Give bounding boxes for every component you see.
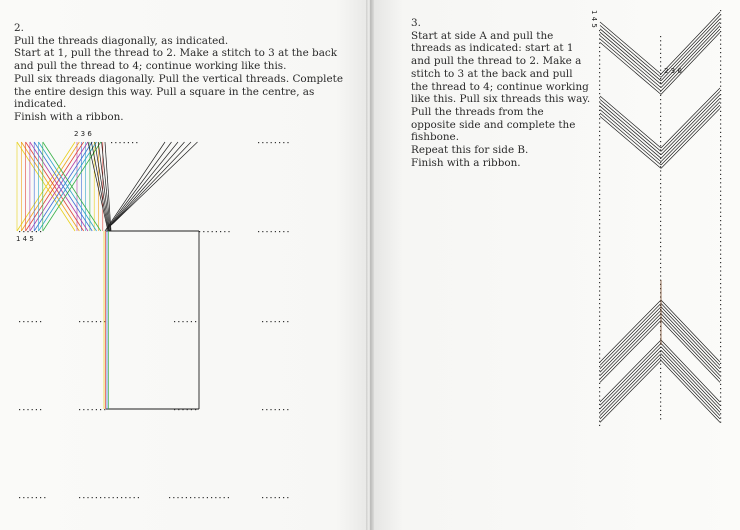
stitch-hole [660, 372, 661, 373]
fishbone-thread [661, 108, 720, 168]
stitch-hole [599, 232, 600, 233]
stitch-hole [599, 261, 600, 262]
stitch-hole [599, 122, 600, 123]
stitch-hole [599, 383, 600, 384]
stitch-hole [720, 396, 721, 397]
stitch-hole [599, 127, 600, 128]
stitch-hole [720, 291, 721, 292]
left-label-top: 2 3 6 [74, 130, 92, 138]
stitch-hole [599, 194, 600, 195]
stitch-hole [720, 245, 721, 246]
stitch-hole [720, 14, 721, 15]
stitch-hole [660, 364, 661, 365]
stitch-hole [720, 170, 721, 171]
fishbone-thread [600, 36, 661, 88]
stitch-hole [720, 136, 721, 137]
fishbone-thread [600, 320, 661, 382]
stitch-hole [720, 254, 721, 255]
stitch-hole [660, 44, 661, 45]
stitch-hole [599, 72, 600, 73]
stitch-hole [720, 304, 721, 305]
stitch-hole [660, 141, 661, 142]
stitch-hole [660, 275, 661, 276]
stitch-hole [599, 160, 600, 161]
stitch-hole [720, 283, 721, 284]
stitch-hole [599, 240, 600, 241]
stitch-hole [599, 295, 600, 296]
stitch-hole [720, 149, 721, 150]
fishbone-thread [600, 32, 661, 84]
fishbone-thread [600, 99, 661, 151]
stitch-hole [720, 363, 721, 364]
stitch-hole [599, 345, 600, 346]
fishbone-thread [661, 29, 720, 91]
stitch-hole [720, 182, 721, 183]
fishbone-thread [661, 32, 720, 94]
stitch-hole [720, 287, 721, 288]
stitch-hole [599, 219, 600, 220]
stitch-hole [599, 421, 600, 422]
stitch-hole [599, 164, 600, 165]
stitch-hole [599, 118, 600, 119]
stitch-hole [599, 303, 600, 304]
stitch-hole [720, 107, 721, 108]
fishbone-thread [661, 88, 720, 148]
stitch-hole [599, 156, 600, 157]
stitch-hole [660, 107, 661, 108]
stitch-hole [599, 290, 600, 291]
stitch-hole [720, 237, 721, 238]
stitch-hole [660, 162, 661, 163]
stitch-hole [720, 123, 721, 124]
stitch-hole [599, 93, 600, 94]
stitch-hole [599, 143, 600, 144]
stitch-hole [599, 173, 600, 174]
left-instruction-1: Pull the threads diagonally, as indicated. [14, 34, 229, 47]
stitch-hole [720, 346, 721, 347]
stitch-hole [660, 389, 661, 390]
stitch-hole [599, 278, 600, 279]
fishbone-thread [661, 12, 720, 74]
stitch-hole [599, 416, 600, 417]
stitch-hole [720, 115, 721, 116]
stitch-hole [660, 246, 661, 247]
stitch-hole [599, 366, 600, 367]
stitch-hole [720, 312, 721, 313]
stitch-hole [599, 353, 600, 354]
stitch-hole [720, 413, 721, 414]
stitch-hole [660, 99, 661, 100]
fishbone-thread [600, 106, 661, 158]
stitch-hole [599, 89, 600, 90]
stitch-hole [720, 367, 721, 368]
stitch-hole [599, 324, 600, 325]
stitch-hole [720, 111, 721, 112]
stitch-hole [660, 187, 661, 188]
stitch-hole [720, 10, 721, 11]
stitch-hole [720, 56, 721, 57]
stitch-hole [720, 212, 721, 213]
stitch-hole [720, 275, 721, 276]
stitch-hole [599, 190, 600, 191]
stitch-hole [660, 225, 661, 226]
stitch-hole [599, 328, 600, 329]
stitch-hole [720, 350, 721, 351]
stitch-hole [720, 321, 721, 322]
stitch-hole [660, 65, 661, 66]
stitch-hole [660, 271, 661, 272]
stitch-hole [720, 44, 721, 45]
stitch-hole [599, 135, 600, 136]
stitch-hole [720, 266, 721, 267]
stitch-hole [660, 217, 661, 218]
stitch-hole [660, 401, 661, 402]
stitch-hole [660, 70, 661, 71]
stitch-hole [720, 35, 721, 36]
stitch-hole [660, 40, 661, 41]
stitch-hole [720, 186, 721, 187]
fishbone-thread [600, 25, 661, 77]
stitch-hole [599, 370, 600, 371]
stitch-hole [720, 375, 721, 376]
stitch-hole [660, 124, 661, 125]
stitch-hole [599, 47, 600, 48]
stitch-hole [599, 248, 600, 249]
stitch-hole [599, 227, 600, 228]
stitch-hole [599, 244, 600, 245]
stitch-hole [660, 166, 661, 167]
stitch-hole [599, 34, 600, 35]
stitch-hole [599, 425, 600, 426]
stitch-hole [660, 191, 661, 192]
fishbone-thread [661, 26, 720, 88]
stitch-hole [599, 307, 600, 308]
stitch-hole [660, 263, 661, 264]
right-instruction-2: Repeat this for side B. [411, 144, 529, 157]
left-instruction-2: Start at 1, pull the thread to 2. Make a stitch to 3 at the back and pull the thread to 4; continue working like this. [14, 47, 338, 73]
right-step-number: 3. [411, 17, 421, 29]
stitch-hole [720, 380, 721, 381]
stitch-hole [720, 207, 721, 208]
stitch-hole [660, 103, 661, 104]
stitch-hole [720, 73, 721, 74]
stitch-hole [720, 233, 721, 234]
fishbone-thread [661, 95, 720, 155]
stitch-hole [599, 387, 600, 388]
stitch-hole [720, 165, 721, 166]
stitch-hole [720, 60, 721, 61]
fishbone-thread [600, 110, 661, 162]
stitch-hole [720, 161, 721, 162]
stitch-hole [720, 220, 721, 221]
stitch-hole [660, 368, 661, 369]
stitch-hole [720, 31, 721, 32]
stitch-hole [720, 409, 721, 410]
stitch-hole [660, 61, 661, 62]
left-instruction-4: Finish with a ribbon. [14, 110, 124, 123]
stitch-hole [720, 308, 721, 309]
fishbone-thread [600, 22, 661, 74]
stitch-hole [660, 259, 661, 260]
stitch-hole [599, 64, 600, 65]
stitch-hole [660, 418, 661, 419]
stitch-hole [599, 358, 600, 359]
stitch-hole [720, 262, 721, 263]
stitch-hole [720, 401, 721, 402]
stitch-hole [599, 152, 600, 153]
stitch-hole [599, 55, 600, 56]
stitch-hole [599, 257, 600, 258]
stitch-hole [599, 148, 600, 149]
stitch-hole [720, 249, 721, 250]
fishbone-thread [600, 116, 661, 168]
stitch-hole [720, 270, 721, 271]
stitch-hole [720, 216, 721, 217]
stitch-hole [599, 51, 600, 52]
stitch-hole [599, 332, 600, 333]
right-instruction-3: Finish with a ribbon. [411, 156, 521, 169]
stitch-hole [660, 376, 661, 377]
stitch-hole [720, 392, 721, 393]
stitch-hole [599, 131, 600, 132]
stitch-hole [599, 274, 600, 275]
stitch-hole [660, 393, 661, 394]
stitch-hole [599, 85, 600, 86]
stitch-hole [720, 52, 721, 53]
stitch-hole [720, 174, 721, 175]
stitch-hole [660, 175, 661, 176]
right-label-side: 1 4 5 [590, 10, 598, 28]
stitch-hole [720, 405, 721, 406]
stitch-hole [660, 112, 661, 113]
stitch-hole [599, 76, 600, 77]
fishbone-thread [661, 340, 720, 402]
stitch-hole [720, 69, 721, 70]
stitch-hole [599, 30, 600, 31]
stitch-hole [599, 101, 600, 102]
stitch-hole [599, 253, 600, 254]
stitch-hole [599, 185, 600, 186]
stitch-hole [660, 410, 661, 411]
stitch-hole [720, 228, 721, 229]
stitch-hole [660, 179, 661, 180]
fishbone-thread [600, 340, 661, 402]
stitch-hole [720, 27, 721, 28]
stitch-hole [599, 337, 600, 338]
stitch-hole [720, 48, 721, 49]
stitch-hole [720, 338, 721, 339]
stitch-hole [660, 145, 661, 146]
stitch-hole [660, 238, 661, 239]
stitch-hole [599, 286, 600, 287]
fishbone-thread [600, 113, 661, 165]
stitch-hole [720, 333, 721, 334]
stitch-hole [720, 128, 721, 129]
stitch-hole [720, 157, 721, 158]
right-label-center: 2 3 6 [664, 67, 682, 75]
stitch-hole [599, 177, 600, 178]
stitch-hole [720, 224, 721, 225]
stitch-hole [660, 397, 661, 398]
stitch-hole [660, 385, 661, 386]
stitch-hole [720, 258, 721, 259]
stitch-hole [720, 132, 721, 133]
stitch-hole [720, 279, 721, 280]
stitch-hole [599, 80, 600, 81]
stitch-hole [660, 254, 661, 255]
left-step-number: 2. [14, 22, 24, 34]
stitch-hole [599, 311, 600, 312]
stitch-hole [660, 95, 661, 96]
stitch-hole [720, 178, 721, 179]
stitch-hole [660, 57, 661, 58]
stitch-hole [720, 153, 721, 154]
stitch-hole [720, 77, 721, 78]
stitch-hole [720, 65, 721, 66]
stitch-hole [660, 208, 661, 209]
stitch-hole [599, 97, 600, 98]
stitch-hole [599, 320, 600, 321]
stitch-hole [599, 215, 600, 216]
stitch-hole [720, 241, 721, 242]
fishbone-thread [600, 103, 661, 155]
fishbone-thread [600, 39, 661, 91]
stitch-hole [599, 68, 600, 69]
stitch-hole [660, 133, 661, 134]
fishbone-thread [661, 98, 720, 158]
stitch-hole [599, 236, 600, 237]
right-instruction-1: Start at side A and pull the threads as indicated: start at 1 and pull the thread to 2. Make a stitch to 3 at the back and pull the thread to 4; continue working like this. Pull six threads this way. Pull the threads from the opposite side and complete the fishbone. [411, 29, 591, 144]
stitch-hole [599, 206, 600, 207]
stitch-hole [660, 53, 661, 54]
stitch-hole [720, 317, 721, 318]
stitch-hole [660, 120, 661, 121]
stitch-hole [720, 384, 721, 385]
stitch-hole [599, 198, 600, 199]
stitch-hole [660, 233, 661, 234]
stitch-hole [599, 265, 600, 266]
stitch-hole [720, 342, 721, 343]
stitch-hole [720, 371, 721, 372]
stitch-hole [660, 196, 661, 197]
stitch-hole [720, 325, 721, 326]
stitch-hole [599, 391, 600, 392]
stitch-hole [720, 359, 721, 360]
stitch-hole [599, 181, 600, 182]
stitch-hole [660, 137, 661, 138]
stitch-hole [720, 119, 721, 120]
stitch-hole [720, 39, 721, 40]
stitch-hole [720, 144, 721, 145]
stitch-hole [720, 23, 721, 24]
stitch-hole [660, 229, 661, 230]
stitch-hole [599, 282, 600, 283]
fishbone-thread [661, 91, 720, 151]
stitch-hole [660, 170, 661, 171]
stitch-hole [720, 203, 721, 204]
stitch-hole [599, 202, 600, 203]
stitch-hole [720, 102, 721, 103]
stitch-hole [599, 59, 600, 60]
stitch-hole [660, 355, 661, 356]
stitch-hole [660, 116, 661, 117]
stitch-hole [660, 36, 661, 37]
stitch-hole [660, 128, 661, 129]
fishbone-thread [600, 29, 661, 81]
left-instruction-3: Pull six threads diagonally. Pull the vertical threads. Complete the entire design this way. Pull a square in the centre, as indicated. [14, 72, 343, 111]
stitch-hole [720, 354, 721, 355]
stitch-hole [599, 114, 600, 115]
stitch-hole [660, 200, 661, 201]
stitch-hole [660, 250, 661, 251]
stitch-hole [720, 199, 721, 200]
stitch-hole [599, 299, 600, 300]
stitch-hole [660, 212, 661, 213]
stitch-hole [599, 341, 600, 342]
stitch-hole [599, 404, 600, 405]
stitch-hole [660, 380, 661, 381]
stitch-hole [599, 349, 600, 350]
stitch-hole [720, 81, 721, 82]
stitch-hole [720, 388, 721, 389]
stitch-hole [660, 204, 661, 205]
stitch-hole [720, 300, 721, 301]
fishbone-thread [661, 102, 720, 162]
stitch-hole [599, 169, 600, 170]
stitch-hole [599, 139, 600, 140]
stitch-hole [720, 191, 721, 192]
stitch-hole [720, 417, 721, 418]
right-dot-grid [599, 10, 721, 426]
stitch-hole [599, 211, 600, 212]
stitch-hole [660, 406, 661, 407]
stitch-hole [660, 242, 661, 243]
fishbone-thread [600, 42, 661, 94]
stitch-hole [660, 49, 661, 50]
stitch-hole [660, 414, 661, 415]
stitch-hole [660, 78, 661, 79]
stitch-hole [599, 223, 600, 224]
fishbone-thread [661, 320, 720, 382]
left-label-bottom: 1 4 5 [16, 235, 34, 243]
stitch-hole [720, 90, 721, 91]
fishbone-thread [661, 105, 720, 165]
fishbone-thread [600, 96, 661, 148]
stitch-hole [599, 412, 600, 413]
stitch-hole [599, 395, 600, 396]
stitch-hole [660, 183, 661, 184]
stitch-hole [720, 195, 721, 196]
stitch-hole [720, 296, 721, 297]
stitch-hole [720, 329, 721, 330]
stitch-hole [720, 140, 721, 141]
stitch-hole [599, 269, 600, 270]
stitch-hole [660, 267, 661, 268]
stitch-hole [599, 400, 600, 401]
stitch-hole [660, 221, 661, 222]
stitch-hole [720, 86, 721, 87]
stitch-hole [599, 316, 600, 317]
